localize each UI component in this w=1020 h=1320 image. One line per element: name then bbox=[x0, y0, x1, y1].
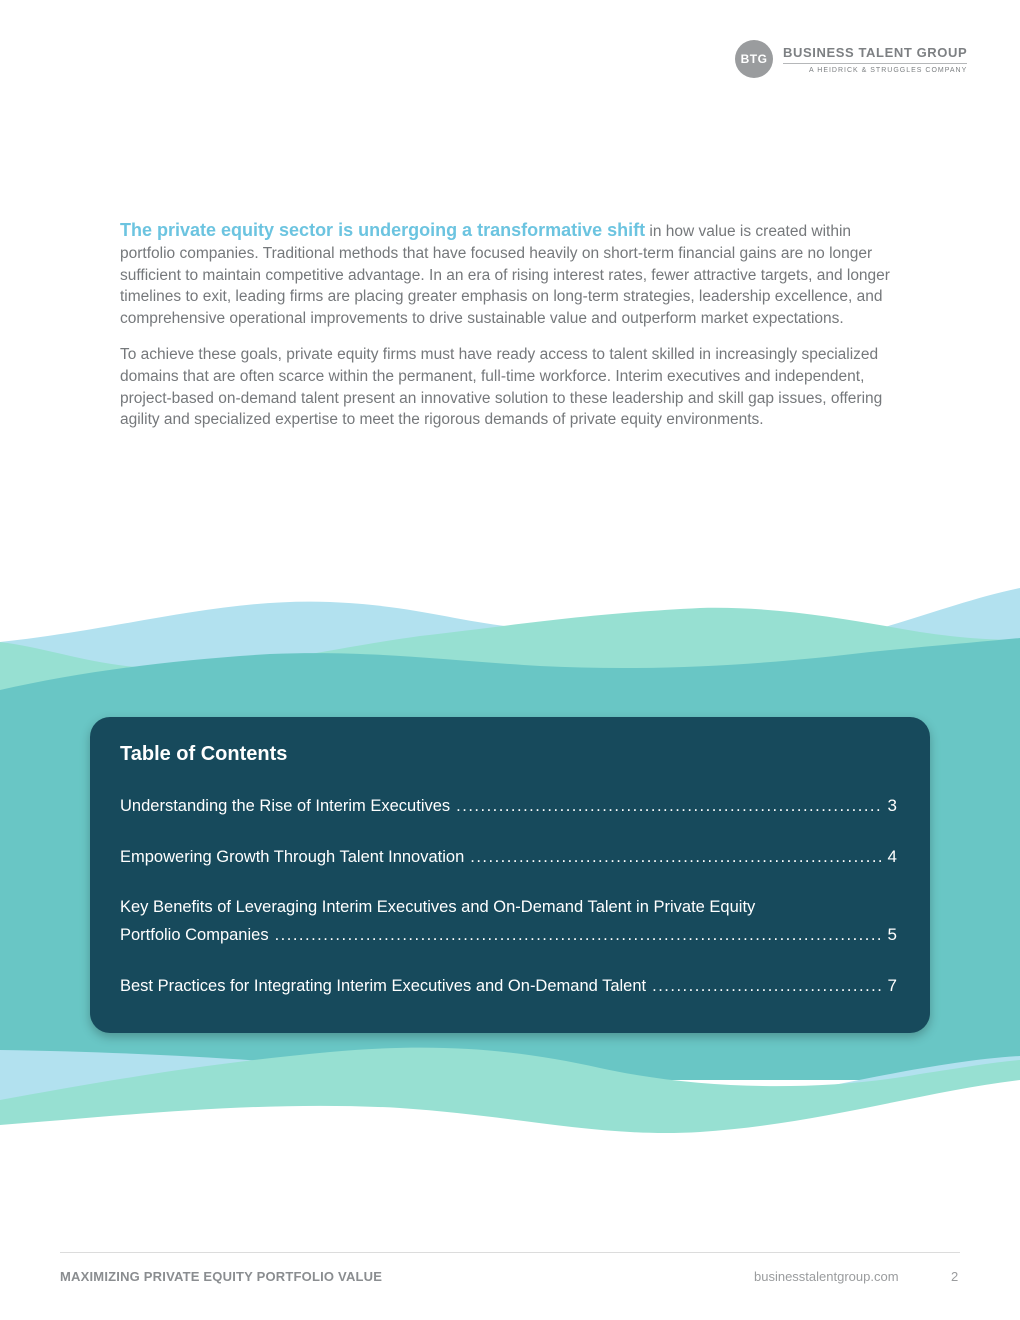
footer-divider bbox=[60, 1252, 960, 1253]
toc-entry-label-line-1: Key Benefits of Leveraging Interim Executives and On-Demand Talent in Private Equity bbox=[120, 898, 756, 916]
toc-entry-label: Portfolio Companies bbox=[120, 926, 269, 944]
intro-paragraph-2: To achieve these goals, private equity firms must have ready access to talent skilled in increasingly specialized domains that are often scarce within the permanent, full-time workforce. Interim executives and independent, project-based on-demand talent present an innovative solution to these leadership and skill gap issues, offering agility and specialized expertise to meet the rigorous demands of private equity environments. bbox=[120, 345, 883, 429]
intro-section bbox=[120, 220, 890, 445]
toc-page-number: 4 bbox=[887, 847, 897, 866]
logo-mark: BTG bbox=[735, 40, 773, 78]
toc-page-number: 7 bbox=[887, 976, 897, 995]
toc-leader-dots bbox=[275, 922, 882, 949]
toc-leader-dots bbox=[456, 793, 881, 820]
toc-entry-label: Understanding the Rise of Interim Executives bbox=[120, 797, 451, 815]
intro-paragraph-1-text: in how value is created within portfolio companies. Traditional methods that have focused heavily on short-term financial gains are no longer sufficient to maintain competitive advantage. In an era of rising interest rates, fewer attractive targets, and longer timelines to exit, leading firms are placing greater emphasis on long-term strategies, leadership excellence, and comprehensive operational improvements to drive sustainable value and outperform market expectations. bbox=[120, 223, 890, 328]
logo-text bbox=[783, 45, 967, 74]
footer-document-title: MAXIMIZING PRIVATE EQUITY PORTFOLIO VALUE bbox=[60, 1269, 383, 1284]
footer-page-number: 2 bbox=[951, 1269, 959, 1284]
company-logo bbox=[735, 40, 967, 78]
toc-title: Table of Contents bbox=[120, 743, 288, 765]
table-of-contents bbox=[90, 717, 930, 1033]
logo-tagline: A HEIDRICK & STRUGGLES COMPANY bbox=[809, 66, 968, 74]
toc-leader-dots bbox=[652, 973, 881, 1000]
intro-lead: The private equity sector is undergoing a transformative shift bbox=[120, 220, 646, 240]
footer-website-link[interactable]: businesstalentgroup.com bbox=[754, 1269, 899, 1284]
toc-page-number: 3 bbox=[887, 796, 897, 815]
toc-entry-label: Empowering Growth Through Talent Innovation bbox=[120, 848, 465, 866]
logo-name: BUSINESS TALENT GROUP bbox=[783, 45, 967, 64]
toc-page-number: 5 bbox=[887, 925, 897, 944]
toc-entry-2[interactable] bbox=[120, 843, 897, 871]
toc-entry-1[interactable] bbox=[120, 792, 897, 820]
intro-paragraph-1 bbox=[120, 220, 890, 330]
toc-entry-4[interactable] bbox=[120, 972, 897, 1000]
toc-entry-3[interactable] bbox=[120, 894, 897, 949]
toc-leader-dots bbox=[470, 844, 881, 871]
toc-entry-label: Best Practices for Integrating Interim Executives and On-Demand Talent bbox=[120, 977, 647, 995]
